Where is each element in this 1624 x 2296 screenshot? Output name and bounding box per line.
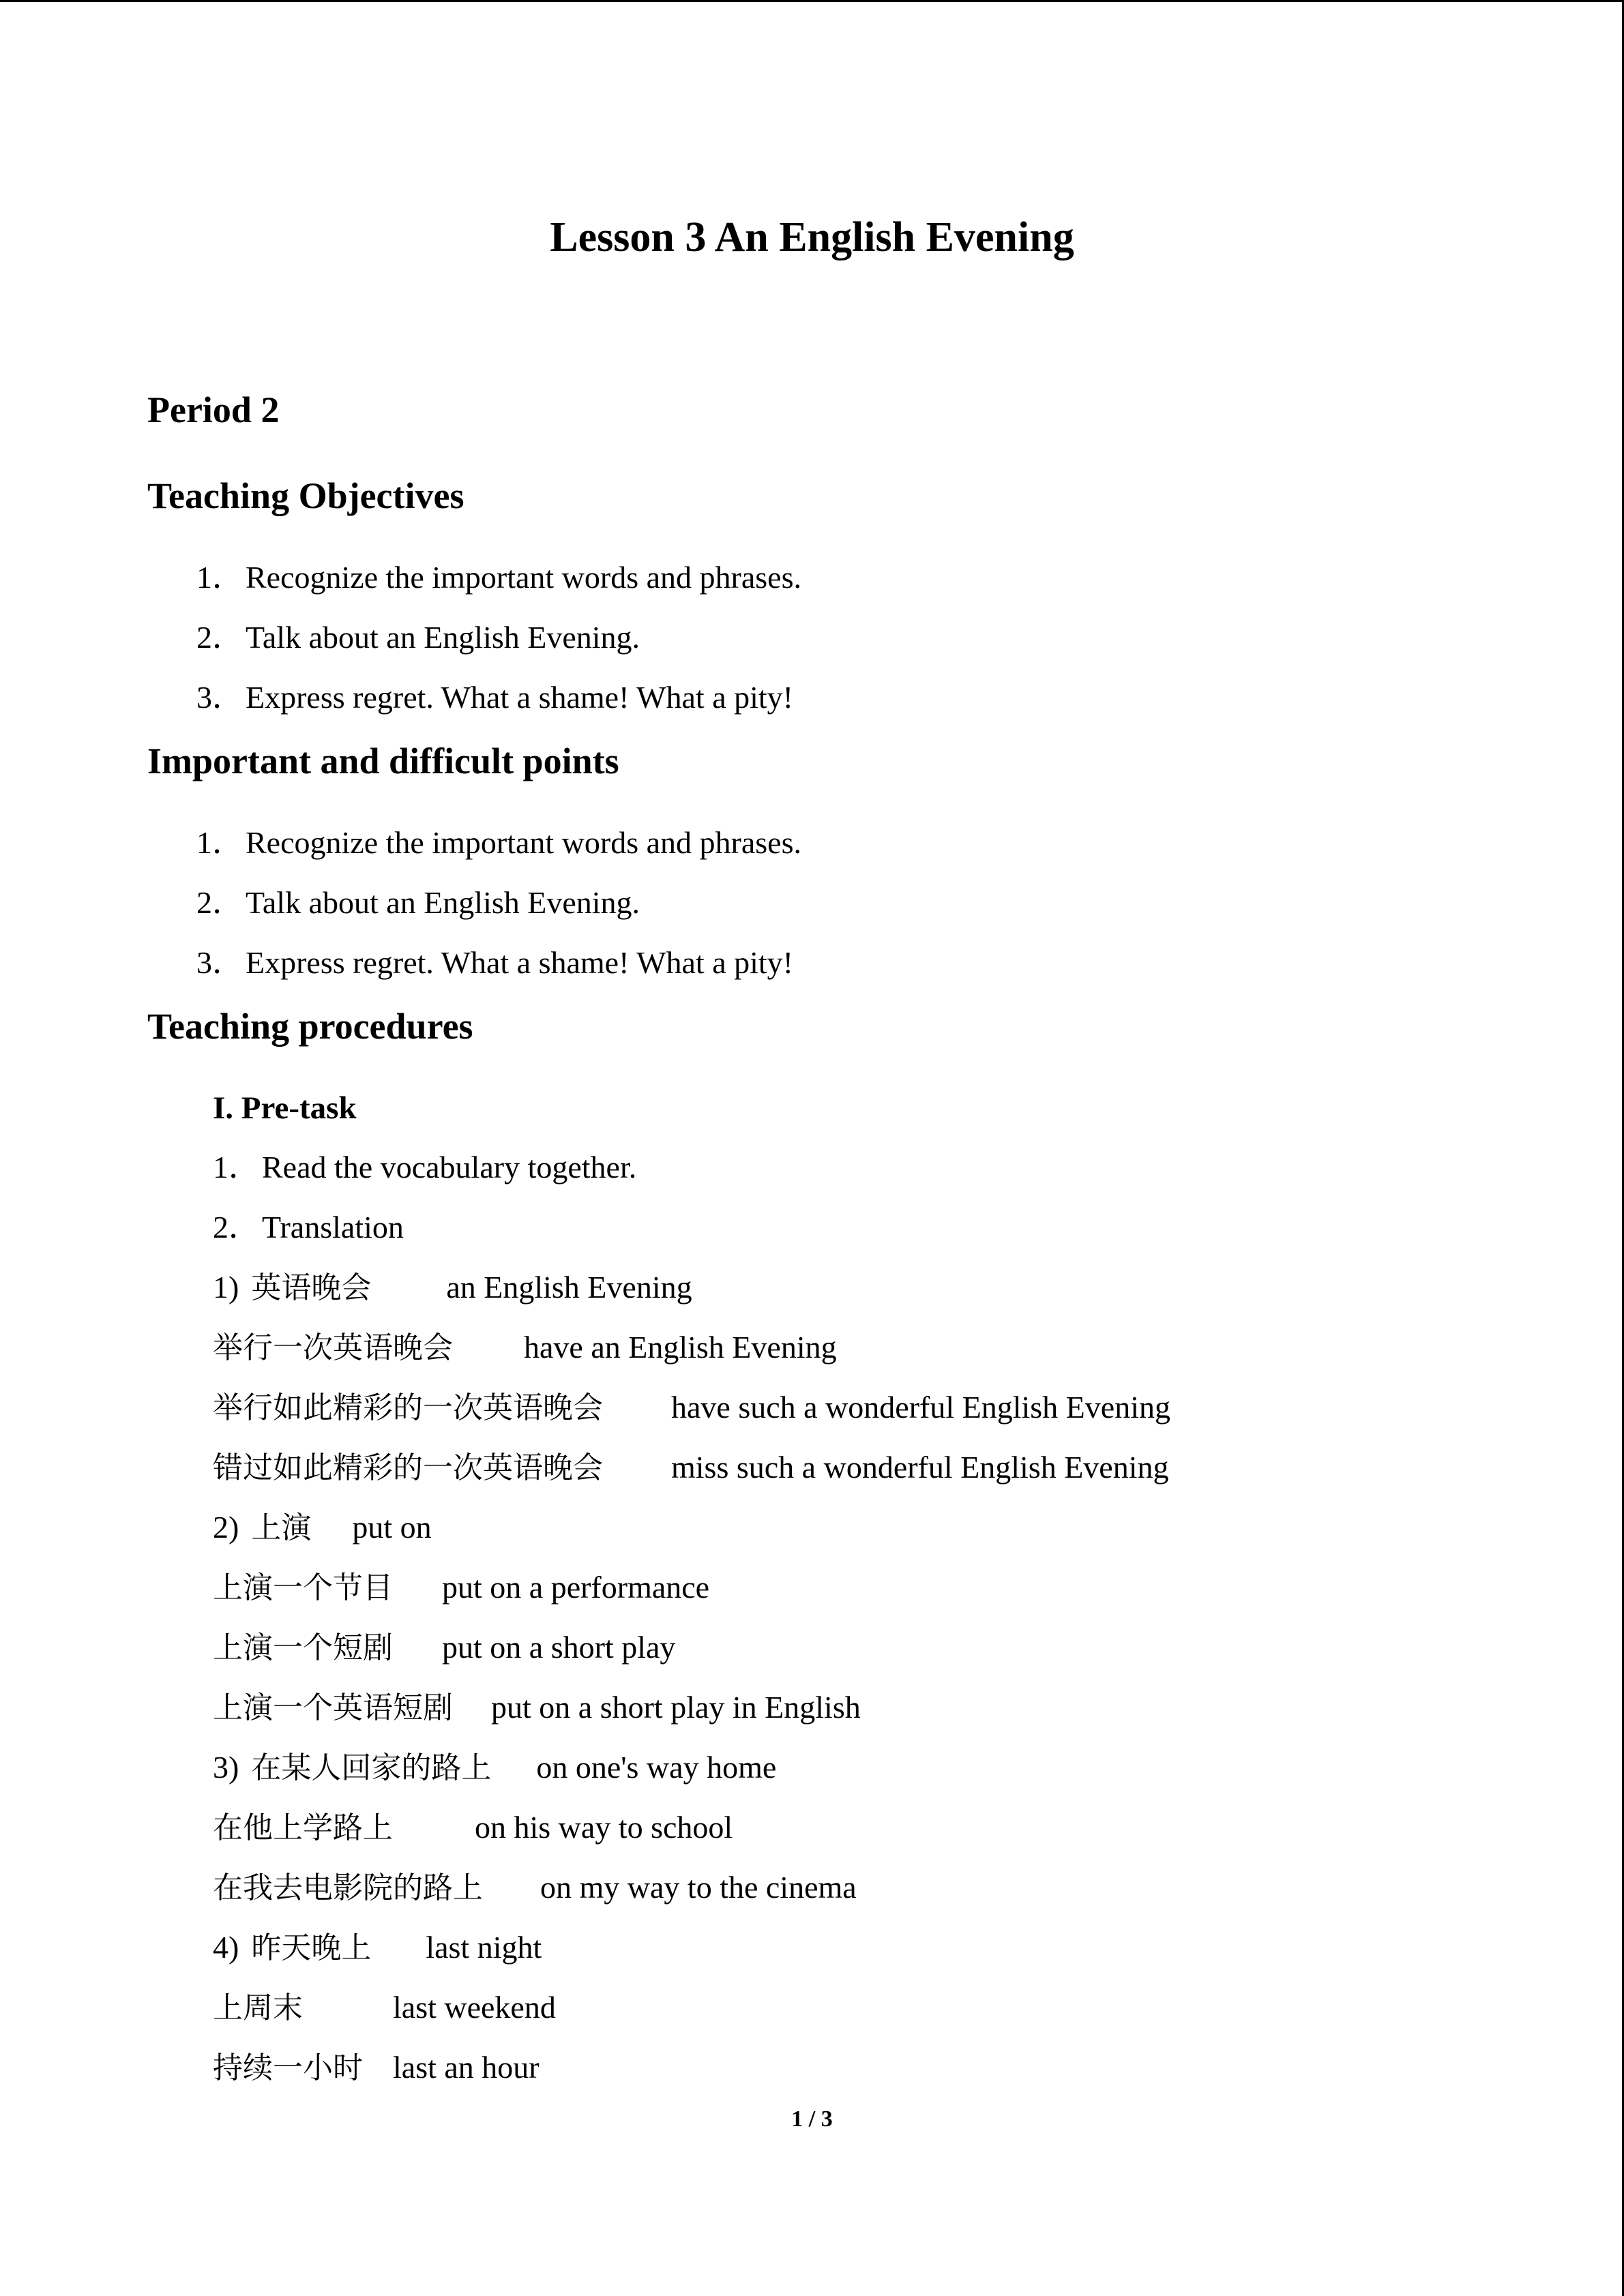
list-item bbox=[196, 873, 801, 933]
vocab-english: put on a short play in English bbox=[491, 1690, 861, 1725]
page-number: 1 / 3 bbox=[791, 2106, 833, 2132]
vocab-index: 4) bbox=[213, 1930, 239, 1965]
points-list bbox=[196, 813, 801, 993]
vocab-chinese: 英语晚会 bbox=[251, 1270, 372, 1305]
vocab-row bbox=[213, 1437, 1170, 1497]
list-item-number: 1． bbox=[196, 825, 243, 860]
vocab-chinese: 举行一次英语晚会 bbox=[213, 1330, 453, 1365]
list-item-text: Express regret. What a shame! What a pity! bbox=[246, 680, 794, 715]
vocab-english: put on bbox=[352, 1510, 432, 1545]
vocab-english: have such a wonderful English Evening bbox=[671, 1390, 1170, 1425]
vocab-chinese: 上演 bbox=[251, 1510, 312, 1545]
vocab-row bbox=[213, 1617, 1170, 1678]
objectives-list bbox=[196, 548, 801, 728]
vocab-english: on one's way home bbox=[536, 1750, 777, 1785]
step-number: 2． bbox=[213, 1210, 260, 1244]
vocab-english: last an hour bbox=[393, 2050, 540, 2085]
list-item-text: Recognize the important words and phrases. bbox=[246, 825, 801, 860]
vocab-row bbox=[213, 1858, 1170, 1918]
list-item bbox=[196, 668, 801, 728]
procedure-steps bbox=[213, 1137, 636, 1257]
list-item bbox=[196, 548, 801, 608]
vocab-chinese: 上周末 bbox=[213, 1991, 303, 2025]
list-item bbox=[196, 608, 801, 668]
vocab-chinese: 在我去电影院的路上 bbox=[213, 1870, 483, 1905]
pre-task-heading: I. Pre-task bbox=[213, 1090, 357, 1126]
list-item-text: Talk about an English Evening. bbox=[246, 885, 640, 920]
points-heading: Important and difficult points bbox=[147, 741, 619, 781]
vocab-english: an English Evening bbox=[446, 1270, 692, 1304]
document-title: Lesson 3 An English Evening bbox=[550, 214, 1074, 260]
objectives-heading: Teaching Objectives bbox=[147, 475, 464, 516]
vocab-english: miss such a wonderful English Evening bbox=[671, 1450, 1169, 1485]
vocabulary-list bbox=[213, 1257, 1170, 2098]
vocab-row bbox=[213, 1798, 1170, 1858]
list-item-text: Express regret. What a shame! What a pity! bbox=[246, 945, 794, 980]
vocab-chinese: 上演一个短剧 bbox=[213, 1630, 393, 1665]
vocab-chinese: 持续一小时 bbox=[213, 2051, 363, 2085]
vocab-english: on my way to the cinema bbox=[540, 1870, 857, 1905]
list-item-text: Talk about an English Evening. bbox=[246, 620, 640, 655]
list-item-number: 3． bbox=[196, 945, 243, 980]
vocab-chinese: 在某人回家的路上 bbox=[251, 1750, 492, 1785]
vocab-english: on his way to school bbox=[475, 1810, 733, 1845]
vocab-chinese: 昨天晚上 bbox=[251, 1930, 372, 1965]
procedure-step bbox=[213, 1197, 636, 1257]
vocab-english: last weekend bbox=[393, 1990, 556, 2025]
vocab-row bbox=[213, 1377, 1170, 1437]
vocab-index: 3) bbox=[213, 1750, 239, 1785]
vocab-row bbox=[213, 1678, 1170, 1738]
vocab-chinese: 举行如此精彩的一次英语晚会 bbox=[213, 1390, 603, 1425]
list-item-number: 2． bbox=[196, 885, 243, 920]
vocab-row bbox=[213, 1978, 1170, 2038]
step-text: Read the vocabulary together. bbox=[262, 1150, 637, 1184]
vocab-english: put on a short play bbox=[442, 1630, 676, 1665]
vocab-english: last night bbox=[426, 1930, 542, 1965]
vocab-english: put on a performance bbox=[442, 1570, 710, 1605]
list-item-number: 1． bbox=[196, 560, 243, 595]
period-heading: Period 2 bbox=[147, 389, 280, 430]
list-item-number: 3． bbox=[196, 680, 243, 715]
vocab-index: 2) bbox=[213, 1510, 239, 1545]
vocab-index: 1) bbox=[213, 1270, 239, 1304]
list-item bbox=[196, 813, 801, 873]
vocab-chinese: 上演一个英语短剧 bbox=[213, 1690, 453, 1725]
list-item bbox=[196, 933, 801, 993]
procedure-step bbox=[213, 1137, 636, 1197]
vocab-row bbox=[213, 1257, 1170, 1317]
vocab-row bbox=[213, 1738, 1170, 1798]
page-border-top bbox=[0, 0, 1624, 2]
vocab-row bbox=[213, 1918, 1170, 1978]
vocab-row bbox=[213, 2038, 1170, 2098]
procedures-heading: Teaching procedures bbox=[147, 1006, 473, 1047]
vocab-row bbox=[213, 1317, 1170, 1377]
step-number: 1． bbox=[213, 1150, 260, 1184]
vocab-chinese: 上演一个节目 bbox=[213, 1570, 393, 1605]
vocab-chinese: 错过如此精彩的一次英语晚会 bbox=[213, 1450, 603, 1485]
vocab-row bbox=[213, 1497, 1170, 1557]
list-item-text: Recognize the important words and phrases. bbox=[246, 560, 801, 595]
vocab-row bbox=[213, 1557, 1170, 1617]
step-text: Translation bbox=[262, 1210, 404, 1244]
vocab-chinese: 在他上学路上 bbox=[213, 1810, 393, 1845]
list-item-number: 2． bbox=[196, 620, 243, 655]
vocab-english: have an English Evening bbox=[524, 1330, 837, 1365]
